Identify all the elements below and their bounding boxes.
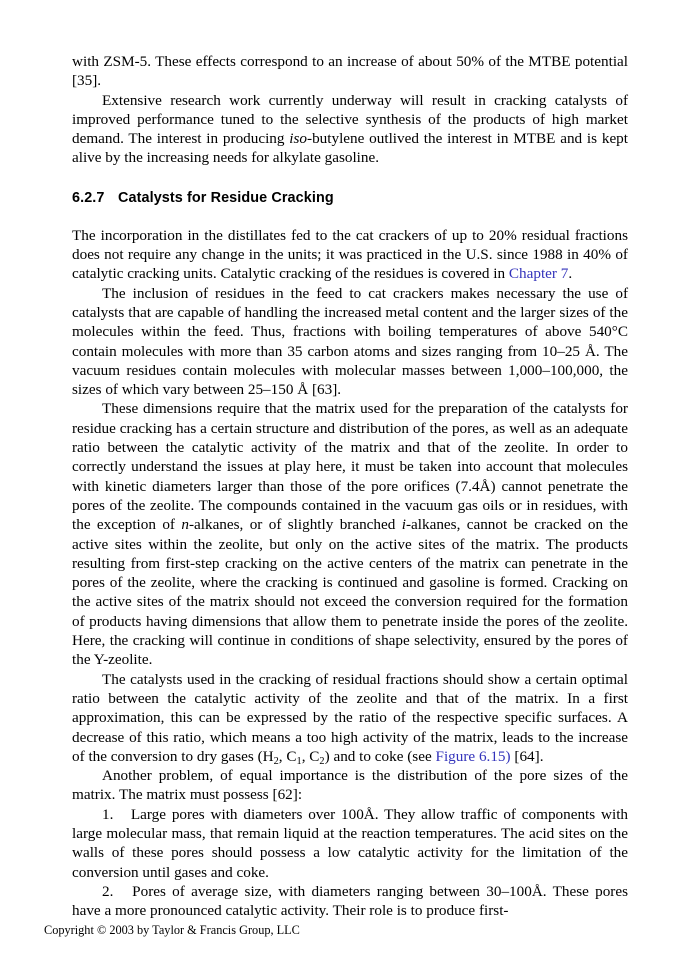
paragraph-text-part-2: , C: [278, 747, 297, 765]
list-item-marker: 2.: [102, 882, 114, 900]
link-figure-6-15[interactable]: Figure 6.15): [435, 747, 511, 765]
paragraph-text-part-3: -alkanes, cannot be cracked on the active sites within the zeolite, but only on the active sites of the matrix. The products resulting from first-step cracking on the active centers of the matrix can penetrate in the pores of the zeolite, where the cracking is continued and gasoline is formed. Cracking on the active sites of the matrix should not exceed the conversion required for the formation of products having dimensions that allow them to penetrate inside the pores of the zeolite. Here, the cracking will continue in conditions of shape selectivity, ensured by the pores of the Y-zeolite.: [72, 516, 628, 669]
page-footer: [44, 922, 300, 938]
subscript-h2: 2: [273, 755, 279, 767]
subscript-c1: 1: [296, 755, 302, 767]
italic-term-i: i: [401, 516, 406, 534]
paragraph-these-dimensions: [72, 399, 628, 669]
italic-term-iso: iso: [289, 130, 308, 148]
paragraph-extensive-research: [72, 91, 628, 168]
paragraph-text-prefix: The incorporation in the distillates fed to the cat crackers of up to 20% residual fractions does not require any change in the units; it was practiced in the U.S. since 1988 in 40% of catalytic cracking units. Catalytic cracking of the residues is covered in: [72, 226, 628, 283]
paragraph-text-part-4: ) and to coke (see: [324, 747, 436, 765]
paragraph-continued-from-previous-page: [72, 52, 628, 91]
heading-top-spacer: [72, 168, 628, 189]
paragraph-catalysts-residual-fractions: [72, 670, 628, 766]
paragraph-text-suffix: -butylene outlived the interest in MTBE and is kept alive by the increasing needs for alkylate gasoline.: [72, 130, 628, 167]
paragraph-text: The inclusion of residues in the feed to cat crackers makes necessary the use of catalysts that are capable of handling the increased metal content and the larger sizes of the molecules within the feed. Thus, fractions with boiling temperatures of above 540°C contain molecules with more than 35 carbon atoms and sizes ranging from 10–25 Å. The vacuum residues contain molecules with molecular masses between 1,000–100,000, the sizes of which vary between 25–150 Å [63].: [72, 284, 628, 399]
heading-bottom-spacer: [72, 208, 628, 226]
paragraph-text-part-3: , C: [301, 747, 320, 765]
paragraph-text-part-1: The catalysts used in the cracking of residual fractions should show a certain optimal ratio between the catalytic activity of the zeolite and that of the matrix. In a first approximation, this can be expressed by the ratio of the respective specific surfaces. A decrease of this ratio, which means a too high activity of the matrix, leads to the increase of the conversion to dry gases (H: [72, 670, 628, 765]
page-content: [72, 52, 628, 920]
section-heading-627: [72, 189, 628, 208]
list-item-marker: 1.: [102, 805, 114, 823]
paragraph-text-part-2: -alkanes, or of slightly branched: [188, 516, 402, 534]
list-item-average-pores: [72, 882, 628, 921]
paragraph-incorporation-distillates: [72, 226, 628, 284]
paragraph-text: Another problem, of equal importance is the distribution of the pore sizes of the matrix. The matrix must possess [62]:: [72, 767, 628, 804]
list-item-text: Large pores with diameters over 100Å. They allow traffic of components with large molecular mass, that remain liquid at the reaction temperatures. The acid sites on the walls of these pores should possess a low catalytic activity for the limitation of the conversion until gases and coke.: [72, 805, 629, 881]
paragraph-inclusion-residues: [72, 284, 628, 400]
paragraph-text: with ZSM-5. These effects correspond to an increase of about 50% of the MTBE potential [35].: [72, 53, 628, 90]
list-item-large-pores: [72, 805, 628, 882]
paragraph-text-part-1: These dimensions require that the matrix used for the preparation of the catalysts for residue cracking has a certain structure and distribution of the pores, as well as an adequate ratio between the catalytic activity of the matrix and that of the zeolite. In order to correctly understand the issues at play here, it must be taken into account that molecules with kinetic diameters larger than those of the pore orifices (7.4Å) cannot penetrate the pores of the zeolite. The compounds contained in the vacuum gas oils or in residues, with the exception of: [72, 400, 628, 534]
paragraph-text-suffix: .: [568, 265, 573, 283]
section-number: 6.2.7: [72, 189, 105, 206]
copyright-notice: Copyright © 2003 by Taylor & Francis Group, LLC: [44, 923, 300, 937]
section-title: Catalysts for Residue Cracking: [118, 189, 334, 206]
paragraph-text-prefix: Extensive research work currently underway will result in cracking catalysts of improved performance tuned to the selective synthesis of the products of high market demand. The interest in producing: [72, 91, 628, 148]
list-item-text: Pores of average size, with diameters ranging between 30–100Å. These pores have a more pronounced catalytic activity. Their role is to produce first-: [72, 882, 629, 920]
subscript-c2: 2: [319, 755, 325, 767]
paragraph-another-problem: [72, 766, 628, 805]
link-chapter-7[interactable]: Chapter 7: [508, 265, 569, 283]
paragraph-text-suffix: [64].: [510, 747, 544, 765]
italic-term-n: n: [181, 516, 189, 534]
